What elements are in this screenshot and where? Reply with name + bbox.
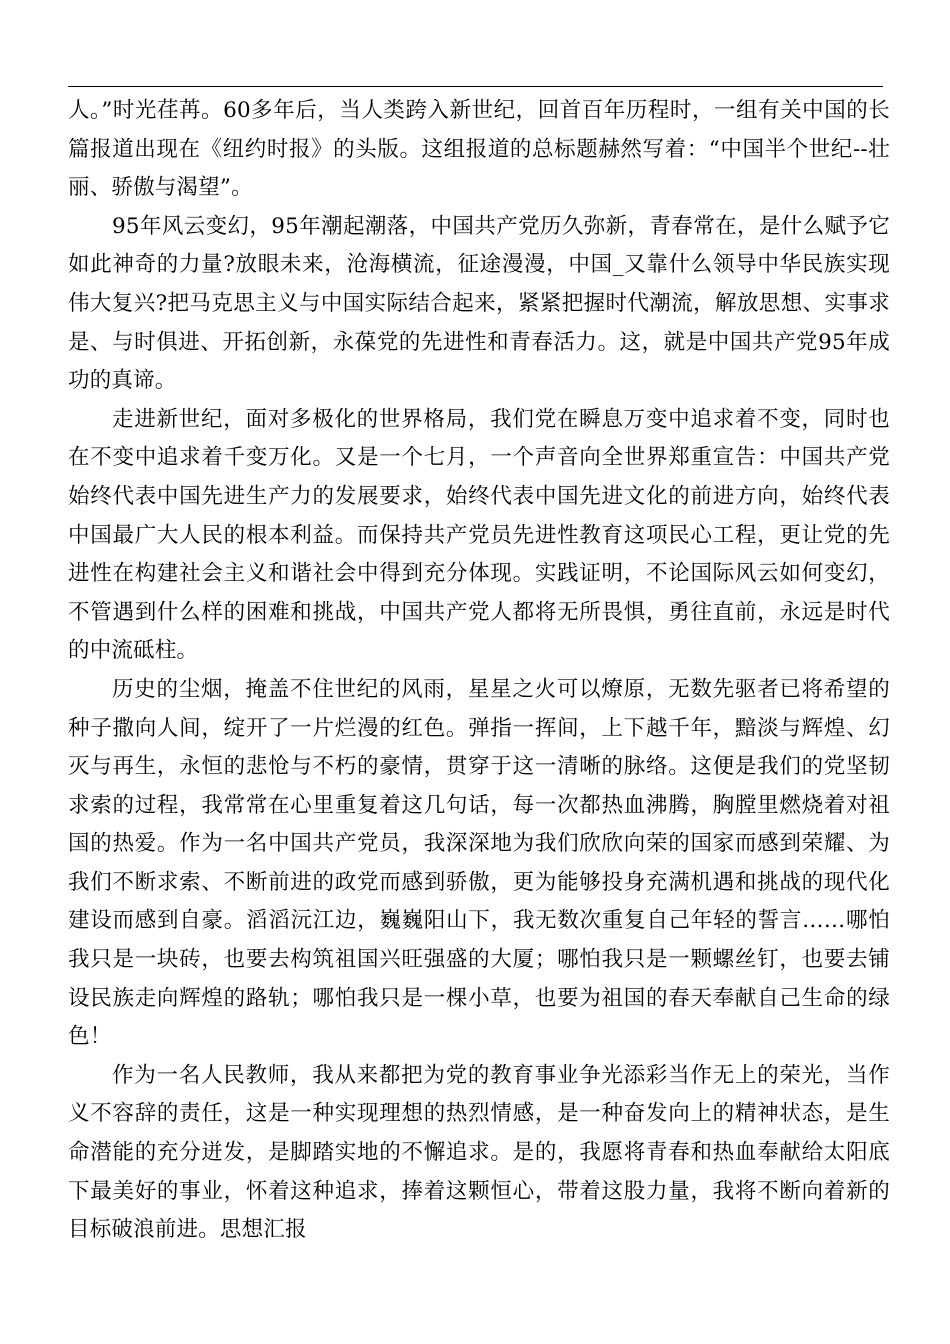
paragraph-2: 95年风云变幻，95年潮起潮落，中国共产党历久弥新，青春常在，是什么赋予它如此神奇的力量?放眼未来，沧海横流，征途漫漫，中国_又靠什么领导中华民族实现伟大复兴?把马克思主义与中国实际结合起来，紧紧把握时代潮流，解放思想、实事求是、与时俱进、开拓创新，永葆党的先进性和青春活力。这，就是中国共产党95年成功的真谛。 — [68, 213, 890, 394]
body-text — [68, 92, 890, 1250]
paragraph-1: 人。”时光荏苒。60多年后，当人类跨入新世纪，回首百年历程时，一组有关中国的长篇报道出现在《纽约时报》的头版。这组报道的总标题赫然写着：“中国半个世纪--壮丽、骄傲与渴望”。 — [68, 98, 890, 201]
paragraph-4: 历史的尘烟，掩盖不住世纪的风雨，星星之火可以燎原，无数先驱者已将希望的种子撒向人间，绽开了一片烂漫的红色。弹指一挥间，上下越千年，黯淡与辉煌、幻灭与再生，永恒的悲怆与不朽的豪情，贯穿于这一清晰的脉络。这便是我们的党坚韧求索的过程，我常常在心里重复着这几句话，每一次都热血沸腾，胸膛里燃烧着对祖国的热爱。作为一名中国共产党员，我深深地为我们欣欣向荣的国家而感到荣耀、为我们不断求索、不断前进的政党而感到骄傲，更为能够投身充满机遇和挑战的现代化建设而感到自豪。滔滔沅江边，巍巍阳山下，我无数次重复自己年轻的誓言……哪怕我只是一块砖，也要去构筑祖国兴旺强盛的大厦；哪怕我只是一颗螺丝钉，也要去铺设民族走向辉煌的路轨；哪怕我只是一棵小草，也要为祖国的春天奉献自己生命的绿色！ — [68, 676, 890, 1050]
paragraph-5: 作为一名人民教师，我从来都把为党的教育事业争光添彩当作无上的荣光，当作义不容辞的责任，这是一种实现理想的热烈情感，是一种奋发向上的精神状态，是生命潜能的充分迸发，是脚踏实地的不懈追求。是的，我愿将青春和热血奉献给太阳底下最美好的事业，怀着这种追求，捧着这颗恒心，带着这股力量，我将不断向着新的目标破浪前进。思想汇报 — [68, 1062, 890, 1243]
paragraph-3: 走进新世纪，面对多极化的世界格局，我们党在瞬息万变中追求着不变，同时也在不变中追求着千变万化。又是一个七月，一个声音向全世界郑重宣告：中国共产党始终代表中国先进生产力的发展要求，始终代表中国先进文化的前进方向，始终代表中国最广大人民的根本利益。而保持共产党员先进性教育这项民心工程，更让党的先进性在构建社会主义和谐社会中得到充分体现。实践证明，不论国际风云如何变幻，不管遇到什么样的困难和挑战，中国共产党人都将无所畏惧，勇往直前，永远是时代的中流砥柱。 — [68, 406, 890, 664]
header-rule — [68, 86, 883, 87]
